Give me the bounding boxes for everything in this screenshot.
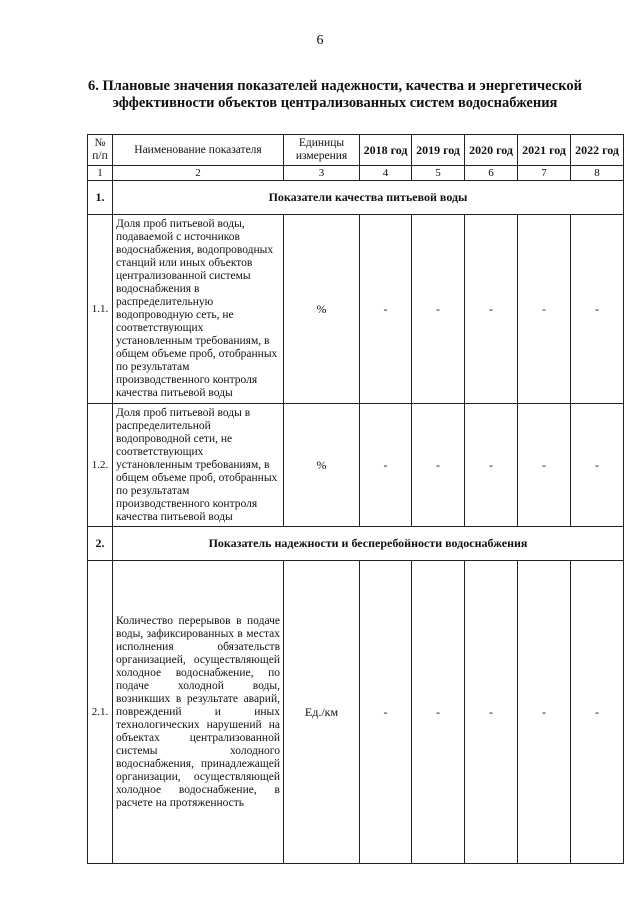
header-year: 2022 год: [571, 135, 624, 166]
section-row: [88, 527, 624, 561]
row-name: Количество перерывов в подаче воды, зафиксированных в местах исполнения обязательств организацией, осуществляющей холодное водоснабжение, по подаче холодной воды, возникших в результате аварий, повреждений и иных технологических нарушений на объектах централизованной системы холодного водоснабжения, принадлежащей организации, осуществляющей холодное водоснабжение, в расчете на протяженность: [113, 561, 284, 864]
header-year: 2019 год: [412, 135, 465, 166]
header-unit: Единицы измерения: [284, 135, 360, 166]
row-name: Доля проб питьевой воды, подаваемой с источников водоснабжения, водопроводных станций или иных объектов централизованной системы водоснабжения в распределительную водопроводную сеть, не соответствующих установленным требованиям, в общем объеме проб, отобранных по результатам производственного контроля качества питьевой воды: [113, 215, 284, 404]
row-value: -: [412, 404, 465, 527]
table-row: [88, 215, 624, 404]
section-row: [88, 181, 624, 215]
row-num: 1.2.: [88, 404, 113, 527]
document-title: 6. Плановые значения показателей надежности, качества и энергетической эффективности объектов централизованных систем водоснабжения: [88, 78, 582, 111]
row-value: -: [465, 215, 518, 404]
column-number-row: [88, 166, 624, 181]
row-value: -: [571, 215, 624, 404]
row-name: Доля проб питьевой воды в распределительной водопроводной сети, не соответствующих установленным требованиям, в общем объеме проб, отобранных по результатам производственного контроля качества питьевой воды: [113, 404, 284, 527]
section-title: Показатели качества питьевой воды: [113, 181, 624, 215]
header-num: № п/п: [88, 135, 113, 166]
section-title: Показатель надежности и бесперебойности водоснабжения: [113, 527, 624, 561]
header-year: 2018 год: [360, 135, 412, 166]
row-value: -: [518, 215, 571, 404]
row-value: -: [360, 561, 412, 864]
section-num: 2.: [88, 527, 113, 561]
row-num: 1.1.: [88, 215, 113, 404]
column-number: 2: [113, 166, 284, 181]
column-number: 1: [88, 166, 113, 181]
row-value: -: [412, 215, 465, 404]
table-row: [88, 404, 624, 527]
column-number: 8: [571, 166, 624, 181]
row-unit: %: [284, 404, 360, 527]
page-number: 6: [316, 33, 324, 48]
table-row: [88, 561, 624, 864]
row-value: -: [465, 404, 518, 527]
row-value: -: [518, 561, 571, 864]
header-year: 2020 год: [465, 135, 518, 166]
row-value: -: [360, 215, 412, 404]
row-unit: Ед./км: [284, 561, 360, 864]
row-value: -: [571, 404, 624, 527]
row-value: -: [518, 404, 571, 527]
header-name: Наименование показателя: [113, 135, 284, 166]
row-value: -: [465, 561, 518, 864]
column-number: 6: [465, 166, 518, 181]
row-value: -: [360, 404, 412, 527]
row-unit: %: [284, 215, 360, 404]
row-value: -: [571, 561, 624, 864]
header-year: 2021 год: [518, 135, 571, 166]
column-number: 4: [360, 166, 412, 181]
column-number: 7: [518, 166, 571, 181]
column-number: 3: [284, 166, 360, 181]
row-num: 2.1.: [88, 561, 113, 864]
section-num: 1.: [88, 181, 113, 215]
column-number: 5: [412, 166, 465, 181]
row-value: -: [412, 561, 465, 864]
indicators-table: [87, 134, 624, 864]
table-header-row: [88, 135, 624, 166]
